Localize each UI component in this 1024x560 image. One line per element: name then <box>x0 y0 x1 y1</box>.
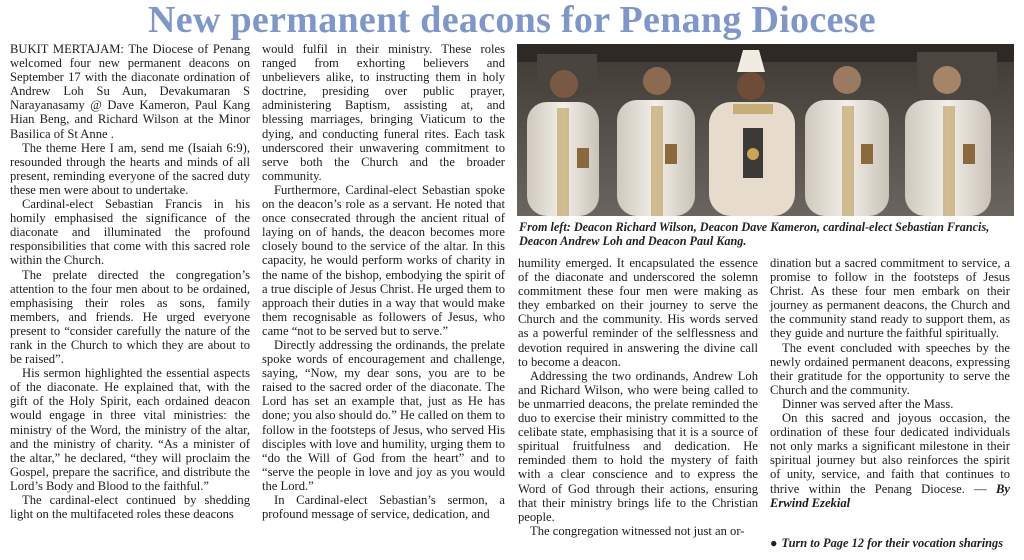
article-column-4 <box>770 256 1010 510</box>
ordination-photo <box>517 44 1014 216</box>
bullet-icon: ● <box>770 536 778 550</box>
paragraph: Directly addressing the ordinands, the prelate spoke words of encouragement and challenge, saying, “Now, my dear sons, you are to be raised to the sacred order of the diaconate. The Lord has set an example that, just as He has done; you also should do.” He called on them to follow in the footsteps of Jesus, who served His disciples with love and humility, urging them to “do the Will of God from the heart” and to “serve the people in love and joy as you would the Lord.” <box>262 337 505 493</box>
article-column-1 <box>10 42 250 521</box>
photo-caption: From left: Deacon Richard Wilson, Deacon Dave Kameron, cardinal-elect Sebastian Francis, Deacon Andrew Loh and Deacon Paul Kang. <box>519 220 990 248</box>
paragraph: Cardinal-elect Sebastian Francis in his homily emphasised the significance of the diaconate and illuminated the profound responsibilities that come with this sacred role within the Church. <box>10 197 250 268</box>
paragraph: The theme Here I am, send me (Isaiah 6:9), resounded through the hearts and minds of all present, reminding everyone of the sacred duty these men were about to undertake. <box>10 140 250 197</box>
paragraph-text: On this sacred and joyous occasion, the ordination of these four dedicated individuals not only marks a significant milestone in their spiritual journey but also reinforces the spirit of unity, service, and faith that continues to thrive within the Penang Diocese. — <box>770 411 1010 496</box>
paragraph: dination but a sacred commitment to service, a promise to follow in the footsteps of Jesus Christ. As these four men embark on their journey as permanent deacons, the Church and the community stand ready to support them, as they guide and nurture the faithful spiritually. <box>770 256 1010 341</box>
photo-illustration <box>517 44 1014 216</box>
paragraph: His sermon highlighted the essential aspects of the diaconate. He explained that, with the gift of the Holy Spirit, each ordained deacon would engage in three vital ministries: the ministry of the Word, the ministry of the altar, and the ministry of charity. “As a minister of the altar,” he declared, “they will proclaim the Gospel, prepare the sacrifice, and distribute the Lord’s Body and Blood to the faithful.” <box>10 366 250 493</box>
paragraph: would fulfil in their ministry. These roles ranged from exhorting believers and unbelievers alike, to instructing them in holy doctrine, presiding over public prayer, administering Baptism, assisting at, and blessing marriages, bringing Viaticum to the dying, and conducting funeral rites. Each task underscored their unwavering commitment to serve both the Church and the broader community. <box>262 42 505 183</box>
paragraph: BUKIT MERTAJAM: The Diocese of Penang welcomed four new permanent deacons on September 17 with the diaconate ordination of Andrew Loh Su Aun, Devakumaran S Narayanasamy @ Dave Kameron, Paul Kang Hian Beng, and Richard Wilson at the Minor Basilica of St Anne . <box>10 42 250 141</box>
paragraph: The cardinal-elect continued by shedding light on the multifaceted roles these deacons <box>10 493 250 522</box>
paragraph: humility emerged. It encapsulated the essence of the diaconate and underscored the solemn commitment these four men were making as they embarked on their journey to serve the Church and the community. His words served as a powerful reminder of the selflessness and devotion required in answering the divine call to become a deacon. <box>518 256 758 369</box>
paragraph: The congregation witnessed not just an or- <box>530 523 745 538</box>
byline: By Erwind Ezekial <box>770 481 1010 510</box>
paragraph: The event concluded with speeches by the newly ordained permanent deacons, expressing their gratitude for the opportunity to serve the Church and the community. <box>770 340 1010 397</box>
paragraph: Addressing the two ordinands, Andrew Loh and Richard Wilson, who were being called to be unmarried deacons, the prelate reminded the duo to exercise their ministry committed to the celibate state, emphasising that it is a source of spiritual fruitfulness and dedication. He reminded them to hold the mystery of faith with a clear conscience and to express the Word of God through their actions, ensuring that their ministry brings life to the Christian people. <box>518 368 758 524</box>
continuation-link[interactable] <box>770 536 1020 551</box>
paragraph: Furthermore, Cardinal-elect Sebastian spoke on the deacon’s role as a servant. He noted that once consecrated through the ancient ritual of laying on of hands, the deacon becomes more closely bound to the service of the altar. In this capacity, he would perform works of charity in the name of the bishop, embodying the spirit of a true disciple of Jesus Christ. He urged them to approach their duties in a way that would make them recognisable as followers of Jesus, who came “not to be served but to serve.” <box>262 182 505 338</box>
continuation-text: Turn to Page 12 for their vocation sharings <box>781 536 1004 550</box>
paragraph: In Cardinal-elect Sebastian’s sermon, a profound message of service, dedication, and <box>262 493 505 522</box>
article-column-2 <box>262 42 505 521</box>
paragraph-with-byline <box>770 411 1010 510</box>
article-column-3 <box>518 256 758 538</box>
headline: New permanent deacons for Penang Diocese <box>148 0 876 41</box>
paragraph: Dinner was served after the Mass. <box>782 396 954 411</box>
paragraph: The prelate directed the congregation’s attention to the four men about to be ordained, emphasising their roles as sons, family members, and friends. He urged everyone present to “consider carefully the nature of the rank in the Church to which they are about to be raised”. <box>10 267 250 367</box>
